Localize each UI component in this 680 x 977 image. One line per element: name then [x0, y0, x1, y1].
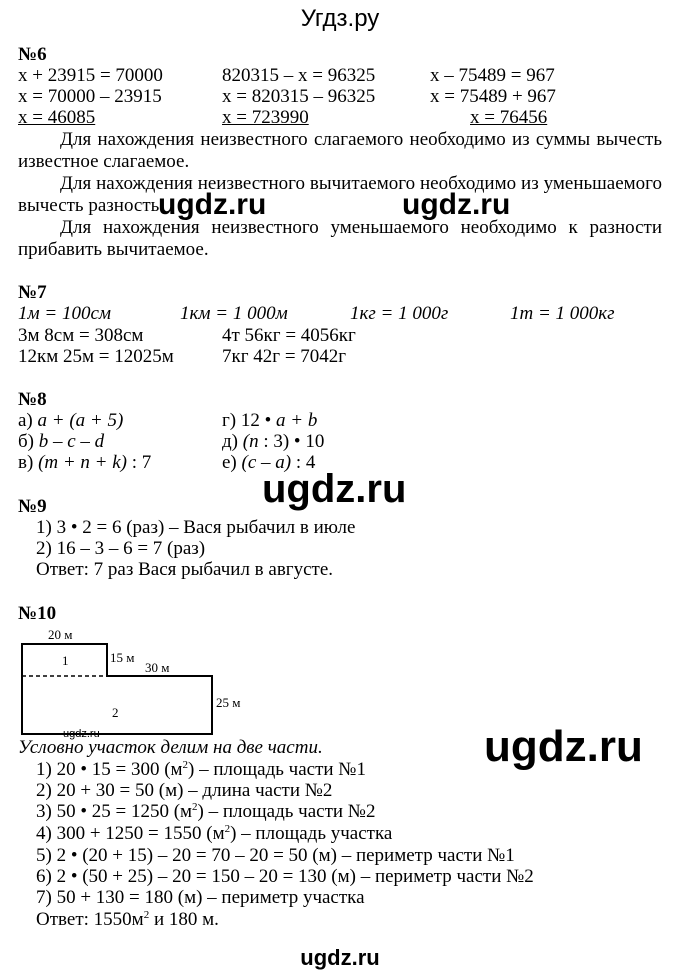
- rule-unknown-minuend: Для нахождения неизвестного уменьшаемого необходимо к разности прибавить вычитаемое.: [18, 217, 662, 260]
- eq-col-3-line-2: x = 75489 + 967: [430, 86, 556, 107]
- eq-col-1-line-1: x + 23915 = 70000: [18, 65, 163, 86]
- footer-watermark: ugdz.ru: [300, 945, 380, 970]
- calc-step-4: 4) 300 + 1250 = 1550 $(м^2)$ – площадь участка: [36, 823, 393, 844]
- eq-col-1-answer: x = 46085: [18, 107, 96, 128]
- eq-col-2-line-1: 820315 – x = 96325: [222, 65, 376, 86]
- dim-15m: 15 м: [110, 650, 135, 665]
- conversion-2: 4т 56кг = 4056кг: [222, 325, 356, 346]
- expression-a: а) a + (a + 5): [18, 410, 124, 431]
- watermark: ugdz.ru: [158, 188, 267, 221]
- conversion-3: 12км 25м = 12025м: [18, 346, 174, 367]
- eq-col-2-answer: x = 723990: [222, 107, 309, 128]
- watermark: ugdz.ru: [262, 467, 407, 511]
- division-note: Условно участок делим на две части.: [18, 737, 323, 758]
- conversion-4: 7кг 42г = 7042г: [222, 346, 347, 367]
- expression-d: д) (n : 3) • 10: [222, 431, 325, 452]
- calc-step-3: 3) 50 • 25 = 1250 $(м^2)$ – площадь части №2: [36, 801, 376, 822]
- site-header: Угдз.ру: [300, 5, 380, 32]
- rule-unknown-subtrahend: Для нахождения неизвестного вычитаемого необходимо из уменьшаемого вычесть разность.: [18, 173, 662, 216]
- task-9-title: №9: [18, 496, 47, 517]
- task-8-title: №8: [18, 389, 47, 410]
- eq-col-1-line-2: x = 70000 – 23915: [18, 86, 162, 107]
- conversion-1: 3м 8см = 308см: [18, 325, 144, 346]
- unit-kilogram: 1кг = 1 000г: [350, 303, 449, 324]
- task-6-title: №6: [18, 44, 47, 65]
- expression-e: е) (c – a) : 4: [222, 452, 316, 473]
- part-1-label: 1: [62, 653, 69, 668]
- calc-step-2: 2) 20 + 30 = 50 (м) – длина части №2: [36, 780, 333, 801]
- part-2-label: 2: [112, 705, 119, 720]
- unit-kilometer: 1км = 1 000м: [180, 303, 288, 324]
- eq-col-3-answer: x = 76456: [470, 107, 548, 128]
- dim-20m: 20 м: [48, 627, 73, 642]
- unit-ton: 1т = 1 000кг: [510, 303, 615, 324]
- task-10-title: №10: [18, 603, 57, 624]
- solution-step-1: 1) 3 • 2 = 6 (раз) – Вася рыбачил в июле: [36, 517, 356, 538]
- expression-v: в) (m + n + k) : 7: [18, 452, 152, 473]
- eq-col-2-line-2: x = 820315 – 96325: [222, 86, 376, 107]
- calc-step-5: 5) 2 • (20 + 15) – 20 = 70 – 20 = 50 (м) – периметр части №1: [36, 845, 515, 866]
- calc-step-1: 1) 20 • 15 = 300 $(м^2)$ – площадь части №1: [36, 759, 366, 780]
- watermark: ugdz.ru: [402, 188, 511, 221]
- answer: Ответ: 7 раз Вася рыбачил в августе.: [36, 559, 334, 580]
- task-7-title: №7: [18, 282, 47, 303]
- dim-30m: 30 м: [145, 660, 170, 675]
- expression-g: г) 12 • a + b: [222, 410, 318, 431]
- final-answer: Ответ: $1550м^2$ и 180 м.: [36, 909, 219, 930]
- solution-step-2: 2) 16 – 3 – 6 = 7 (раз): [36, 538, 206, 559]
- plot-diagram: [0, 620, 260, 740]
- expression-b: б) b – c – d: [18, 431, 105, 452]
- dim-25m: 25 м: [216, 695, 241, 710]
- calc-step-6: 6) 2 • (50 + 25) – 20 = 150 – 20 = 130 (м) – периметр части №2: [36, 866, 534, 887]
- watermark: ugdz.ru: [63, 728, 100, 740]
- eq-col-3-line-1: x – 75489 = 967: [430, 65, 555, 86]
- rule-unknown-addend: Для нахождения неизвестного слагаемого необходимо из суммы вычесть известное слагаемое.: [18, 129, 662, 172]
- watermark: ugdz.ru: [484, 722, 643, 771]
- calc-step-7: 7) 50 + 130 = 180 (м) – периметр участка: [36, 887, 365, 908]
- unit-meter: 1м = 100см: [18, 303, 112, 324]
